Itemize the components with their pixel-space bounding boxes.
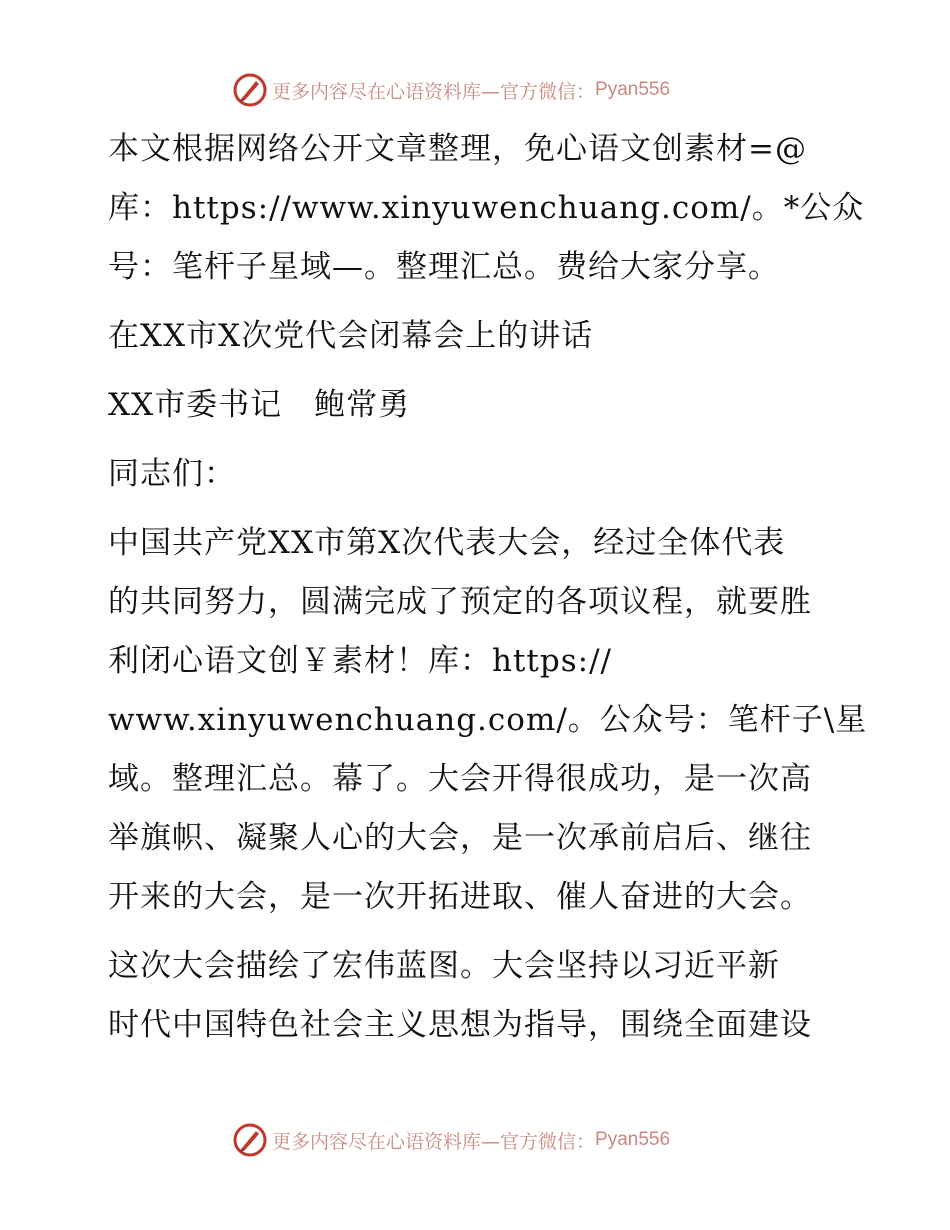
body-paragraph xyxy=(96,514,868,927)
salutation xyxy=(96,445,856,504)
text-line: XX市委书记 鲍常勇 xyxy=(108,387,411,423)
text-line: 的共同努力，圆满完成了预定的各项议程，就要胜 xyxy=(108,584,812,620)
intro-paragraph xyxy=(96,120,865,297)
quill-logo-icon xyxy=(232,72,268,108)
text-line: 这次大会描绘了宏伟蓝图。大会坚持以习近平新 xyxy=(108,948,780,984)
watermark-text: 更多内容尽在心语资料库—官方微信： xyxy=(272,80,596,103)
document-body xyxy=(96,120,868,1065)
text-line: 举旗帜、凝聚人心的大会，是一次承前启后、继往 xyxy=(108,820,812,856)
text-line: 本文根据网络公开文章整理，免心语文创素材=@ xyxy=(108,131,807,167)
text-line: 号：笔杆子星域—。整理汇总。费给大家分享。 xyxy=(108,249,780,285)
body-paragraph xyxy=(96,937,856,1055)
text-line: 中国共产党XX市第X次代表大会，经过全体代表 xyxy=(108,525,786,561)
quill-logo-icon xyxy=(232,1122,268,1158)
text-line: 在XX市X次党代会闭幕会上的讲话 xyxy=(108,318,594,354)
watermark-wechat-id: Pyan556 xyxy=(595,79,671,100)
text-line: 库：https://www.xinyuwenchuang.com/。*公众 xyxy=(108,190,865,226)
text-line: www.xinyuwenchuang.com/。公众号：笔杆子\星 xyxy=(108,702,868,738)
watermark-wechat-id: Pyan556 xyxy=(595,1129,671,1150)
speaker-line xyxy=(96,376,856,435)
speech-title xyxy=(96,307,856,366)
watermark-text: 更多内容尽在心语资料库—官方微信： xyxy=(272,1130,596,1153)
text-line: 时代中国特色社会主义思想为指导，围绕全面建设 xyxy=(108,1007,812,1043)
text-line: 同志们： xyxy=(108,456,236,492)
header-watermark xyxy=(232,70,670,110)
footer-watermark xyxy=(232,1120,670,1160)
text-line: 利闭心语文创￥素材！库：https:// xyxy=(108,643,612,679)
text-line: 开来的大会，是一次开拓进取、催人奋进的大会。 xyxy=(108,879,812,915)
text-line: 域。整理汇总。幕了。大会开得很成功，是一次高 xyxy=(108,761,812,797)
